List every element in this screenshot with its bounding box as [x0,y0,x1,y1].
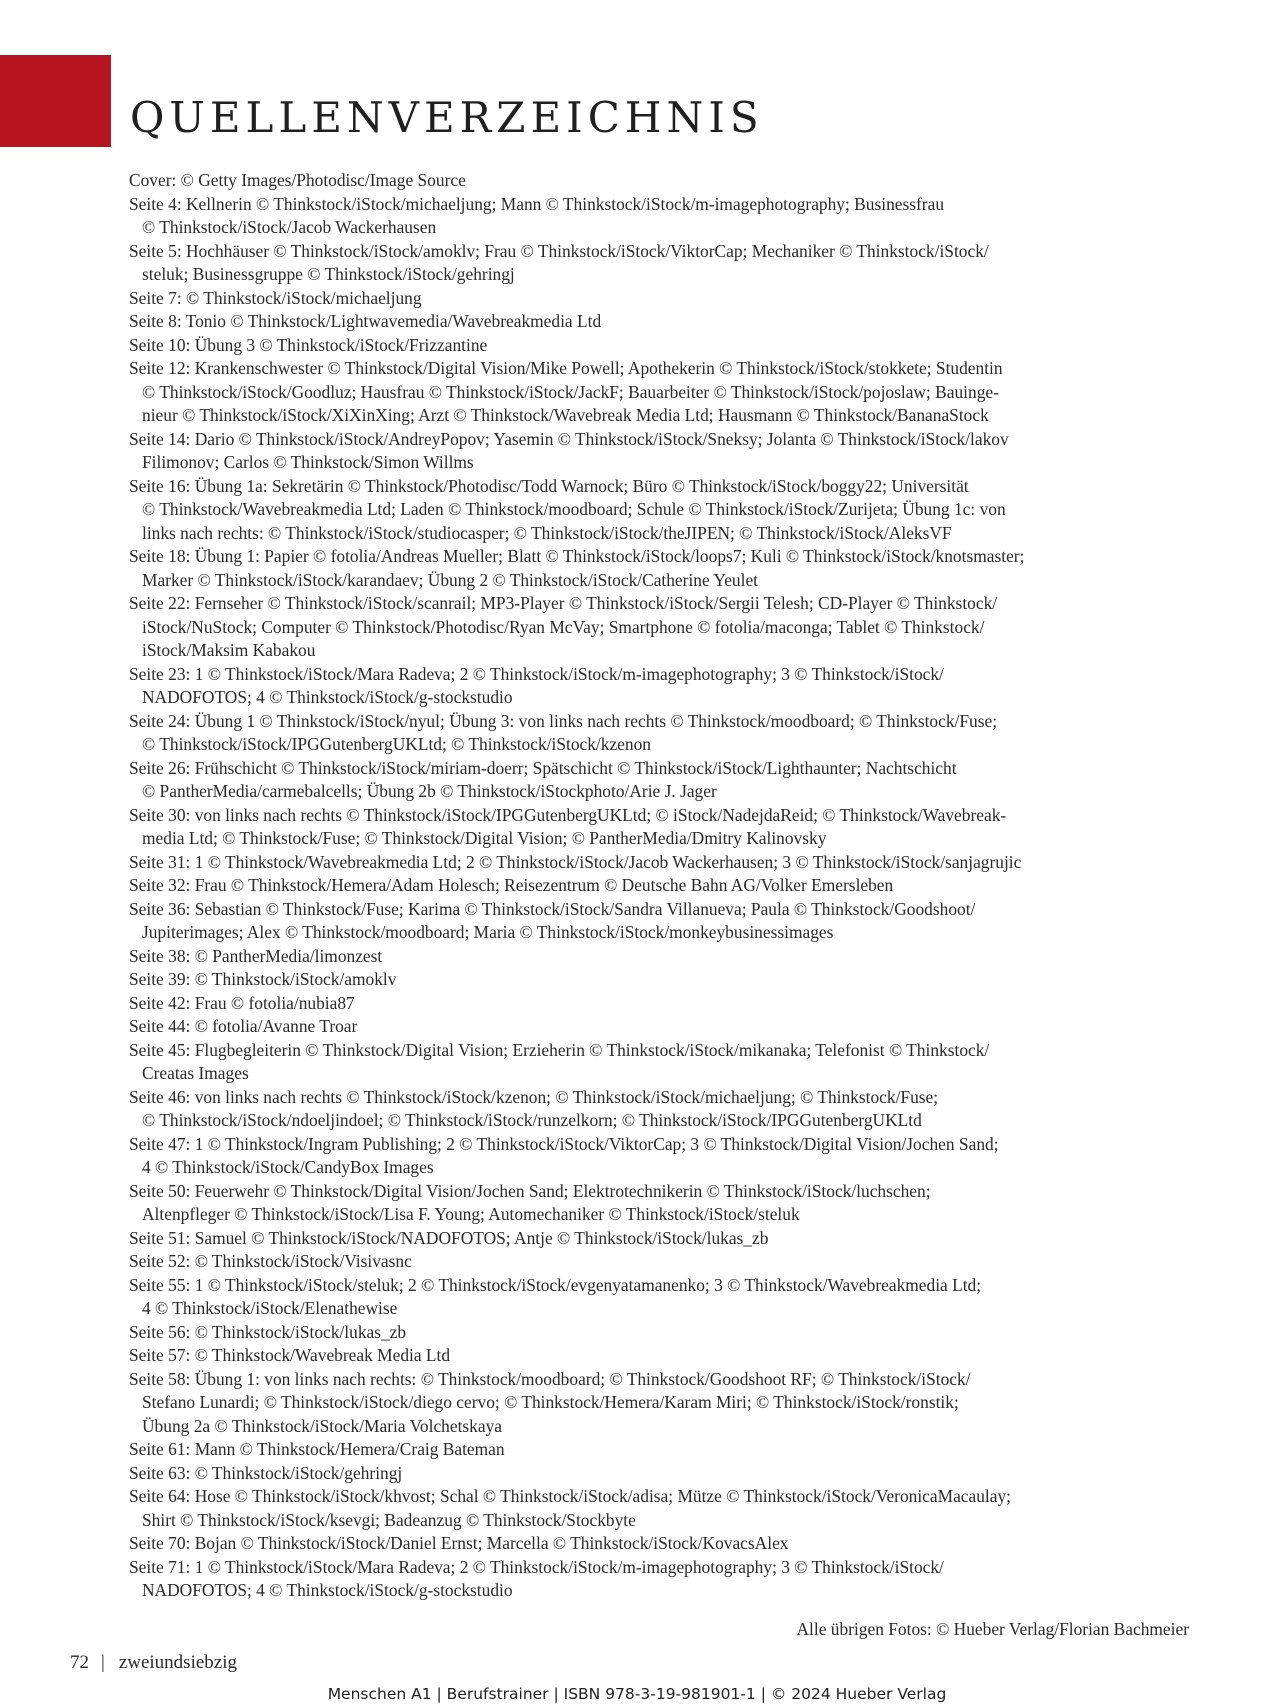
source-entry: Seite 22: Fernseher © Thinkstock/iStock/scanrail; MP3-Player © Thinkstock/iStock/Sergii Telesh; CD-Player © Thinkstock/ iStock/NuStock; Computer © Thinkstock/Photodisc/Ryan McVay; Smartphone © fotolia/maconga; Tablet © Thinkstock/ iStock/Maksim Kabakou [129,593,998,660]
source-entry: Seite 45: Flugbegleiterin © Thinkstock/Digital Vision; Erzieherin © Thinkstock/iStock/mikanaka; Telefonist © Thinkstock/ Creatas Images [129,1039,990,1083]
footer-separator: | [101,1652,105,1673]
source-entry: Seite 39: © Thinkstock/iStock/amoklv [129,969,397,989]
page-number: 72 [70,1652,89,1673]
source-entry: Seite 8: Tonio © Thinkstock/Lightwavemedia/Wavebreakmedia Ltd [129,311,602,331]
source-entry: Seite 24: Übung 1 © Thinkstock/iStock/nyul; Übung 3: von links nach rechts © Thinkstock/moodboard; © Thinkstock/Fuse; © Thinkstock/iStock/IPGGutenbergUKLtd; © Thinkstock/iStock/kzenon [129,710,998,754]
source-entry: Cover: © Getty Images/Photodisc/Image Source [129,170,466,190]
publication-credit-line: Menschen A1 | Berufstrainer | ISBN 978-3-19-981901-1 | © 2024 Hueber Verlag [327,1685,947,1703]
source-entry: Seite 10: Übung 3 © Thinkstock/iStock/Frizzantine [129,334,488,355]
source-entry: Seite 70: Bojan © Thinkstock/iStock/Daniel Ernst; Marcella © Thinkstock/iStock/KovacsAlex [129,1533,789,1553]
source-entry: Seite 44: © fotolia/Avanne Troar [129,1016,358,1036]
source-entry: Seite 55: 1 © Thinkstock/iStock/steluk; 2 © Thinkstock/iStock/evgenyatamanenko; 3 © Thinkstock/Wavebreakmedia Ltd; 4 © Thinkstock/iStock/Elenathewise [129,1274,982,1318]
source-entry: Seite 30: von links nach rechts © Thinkstock/iStock/IPGGutenbergUKLtd; © iStock/NadejdaReid; © Thinkstock/Wavebreak- media Ltd; © Thinkstock/Fuse; © Thinkstock/Digital Vision; © PantherMedia/Dmitry Kalinovsky [129,804,1007,848]
page-footer [70,1651,237,1675]
page-number-word: zweiundsiebzig [118,1652,237,1673]
source-entry: Seite 4: Kellnerin © Thinkstock/iStock/michaeljung; Mann © Thinkstock/iStock/m-imagephotography; Businessfrau © Thinkstock/iStock/Jacob Wackerhausen [129,193,945,237]
source-entry: Seite 23: 1 © Thinkstock/iStock/Mara Radeva; 2 © Thinkstock/iStock/m-imagephotography; 3 © Thinkstock/iStock/ NADOFOTOS; 4 © Thinkstock/iStock/g-stockstudio [129,663,944,707]
source-entry: Seite 31: 1 © Thinkstock/Wavebreakmedia Ltd; 2 © Thinkstock/iStock/Jacob Wackerhausen; 3 © Thinkstock/iStock/sanjagrujic [129,851,1022,872]
source-entry: Seite 14: Dario © Thinkstock/iStock/AndreyPopov; Yasemin © Thinkstock/iStock/Sneksy; Jolanta © Thinkstock/iStock/lakov Filimonov; Carlos © Thinkstock/Simon Willms [129,428,1009,472]
source-entry: Seite 5: Hochhäuser © Thinkstock/iStock/amoklv; Frau © Thinkstock/iStock/ViktorCap; Mechaniker © Thinkstock/iStock/ steluk; Businessgruppe © Thinkstock/iStock/gehringj [129,240,989,284]
source-entry: Seite 56: © Thinkstock/iStock/lukas_zb [129,1321,407,1342]
source-entry: Seite 57: © Thinkstock/Wavebreak Media Ltd [129,1345,451,1365]
source-list [129,169,1199,1603]
source-entry: Seite 63: © Thinkstock/iStock/gehringj [129,1462,403,1483]
source-entry: Seite 64: Hose © Thinkstock/iStock/khvost; Schal © Thinkstock/iStock/adisa; Mütze © Thinkstock/iStock/VeronicaMacaulay; Shirt © Thinkstock/iStock/ksevgi; Badeanzug © Thinkstock/Stockbyte [129,1486,1012,1530]
red-accent-block [0,55,111,147]
remaining-photos-credit: Alle übrigen Fotos: © Hueber Verlag/Florian Bachmeier [796,1619,1189,1639]
source-entry: Seite 16: Übung 1a: Sekretärin © Thinkstock/Photodisc/Todd Warnock; Büro © Thinkstock/iStock/boggy22; Universität © Thinkstock/Wavebreakmedia Ltd; Laden © Thinkstock/moodboard; Schule © Thinkstock/iStock/Zurijeta; Übung 1c: von links nach rechts: © Thinkstock/iStock/studiocasper; © Thinkstock/iStock/theJIPEN; © Thinkstock/iStock/AleksVF [129,475,1006,543]
page-title: QUELLENVERZEICHNIS [130,93,764,142]
source-entry: Seite 52: © Thinkstock/iStock/Visivasnc [129,1251,412,1271]
source-entry: Seite 61: Mann © Thinkstock/Hemera/Craig Bateman [129,1439,505,1459]
source-entry: Seite 38: © PantherMedia/limonzest [129,945,383,966]
source-entry: Seite 58: Übung 1: von links nach rechts: © Thinkstock/moodboard; © Thinkstock/Goodshoot RF; © Thinkstock/iStock/ Stefano Lunardi; © Thinkstock/iStock/diego cervo; © Thinkstock/Hemera/Karam Miri; © Thinkstock/iStock/ronstik; Übung 2a © Thinkstock/iStock/Maria Volchetskaya [129,1368,971,1436]
source-entry: Seite 42: Frau © fotolia/nubia87 [129,992,355,1013]
source-entry: Seite 47: 1 © Thinkstock/Ingram Publishing; 2 © Thinkstock/iStock/ViktorCap; 3 © Thinkstock/Digital Vision/Jochen Sand; 4 © Thinkstock/iStock/CandyBox Images [129,1133,999,1177]
source-entry: Seite 32: Frau © Thinkstock/Hemera/Adam Holesch; Reisezentrum © Deutsche Bahn AG/Volker Emersleben [129,875,894,895]
source-entry: Seite 71: 1 © Thinkstock/iStock/Mara Radeva; 2 © Thinkstock/iStock/m-imagephotography; 3 © Thinkstock/iStock/ NADOFOTOS; 4 © Thinkstock/iStock/g-stockstudio [129,1556,944,1600]
source-entry: Seite 18: Übung 1: Papier © fotolia/Andreas Mueller; Blatt © Thinkstock/iStock/loops7; Kuli © Thinkstock/iStock/knotsmaster; Marker © Thinkstock/iStock/karandaev; Übung 2 © Thinkstock/iStock/Catherine Yeulet [129,546,1025,590]
source-entry: Seite 46: von links nach rechts © Thinkstock/iStock/kzenon; © Thinkstock/iStock/michaeljung; © Thinkstock/Fuse; © Thinkstock/iStock/ndoeljindoel; © Thinkstock/iStock/runzelkorn; © Thinkstock/iStock/IPGGutenbergUKLtd [129,1086,939,1130]
source-entry: Seite 36: Sebastian © Thinkstock/Fuse; Karima © Thinkstock/iStock/Sandra Villanueva; Paula © Thinkstock/Goodshoot/ Jupiterimages; Alex © Thinkstock/moodboard; Maria © Thinkstock/iStock/monkeybusinessimages [129,898,976,942]
source-entry: Seite 26: Frühschicht © Thinkstock/iStock/miriam-doerr; Spätschicht © Thinkstock/iStock/Lighthaunter; Nachtschicht © PantherMedia/carmebalcells; Übung 2b © Thinkstock/iStockphoto/Arie J. Jager [129,757,957,801]
source-entry: Seite 51: Samuel © Thinkstock/iStock/NADOFOTOS; Antje © Thinkstock/iStock/lukas_zb [129,1227,769,1248]
source-entry: Seite 7: © Thinkstock/iStock/michaeljung [129,287,422,308]
source-entry: Seite 12: Krankenschwester © Thinkstock/Digital Vision/Mike Powell; Apothekerin © Thinkstock/iStock/stokkete; Studentin © Thinkstock/iStock/Goodluz; Hausfrau © Thinkstock/iStock/JackF; Bauarbeiter © Thinkstock/iStock/pojoslaw; Bauinge- nieur © Thinkstock/iStock/XiXinXing; Arzt © Thinkstock/Wavebreak Media Ltd; Hausmann © Thinkstock/BananaStock [129,358,1003,425]
source-entry: Seite 50: Feuerwehr © Thinkstock/Digital Vision/Jochen Sand; Elektrotechnikerin © Thinkstock/iStock/luchschen; Altenpfleger © Thinkstock/iStock/Lisa F. Young; Automechaniker © Thinkstock/iStock/steluk [129,1180,931,1224]
